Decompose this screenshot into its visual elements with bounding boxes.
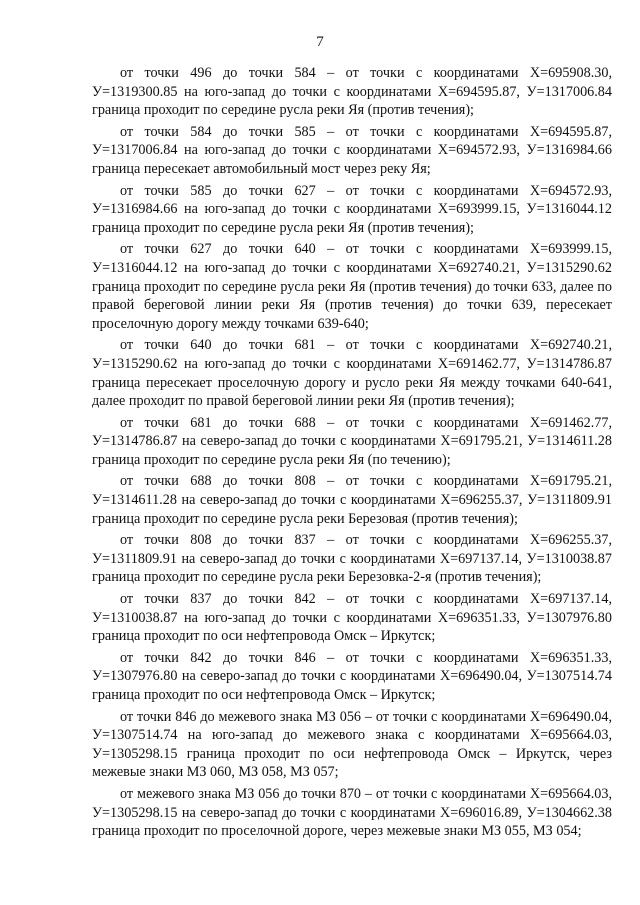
boundary-paragraph: от точки 842 до точки 846 – от точки с координатами X=696351.33, У=1307976.80 на северо-запад до точки с координатами X=696490.04, У=1307514.74 граница проходит по оси нефтепровода Омск – Иркутск; [92, 649, 612, 703]
boundary-paragraph: от точки 584 до точки 585 – от точки с координатами X=694595.87, У=1317006.84 на юго-запад до точки с координатами X=694572.93, У=1316984.66 граница пересекает автомобильный мост через реку Яя; [92, 123, 612, 177]
boundary-paragraph: от точки 688 до точки 808 – от точки с координатами X=691795.21, У=1314611.28 на северо-запад до точки с координатами X=696255.37, У=1311809.91 граница проходит по середине русла реки Березовая (против течения); [92, 473, 612, 527]
boundary-paragraph: от точки 837 до точки 842 – от точки с координатами X=697137.14, У=1310038.87 на юго-запад до точки с координатами X=696351.33, У=1307976.80 граница проходит по оси нефтепровода Омск – Иркутск; [92, 591, 612, 645]
boundary-paragraph: от точки 846 до межевого знака МЗ 056 – от точки с координатами X=696490.04, У=1307514.74 на юго-запад до межевого знака с координатами X=695664.03, У=1305298.15 граница проходит по оси нефтепровода Омск – Иркутск, через межевые знаки МЗ 060, МЗ 058, МЗ 057; [92, 708, 612, 781]
boundary-paragraph: от точки 496 до точки 584 – от точки с координатами X=695908.30, У=1319300.85 на юго-запад до точки с координатами X=694595.87, У=1317006.84 граница проходит по середине русла реки Яя (против течения); [92, 65, 612, 119]
boundary-paragraph: от точки 681 до точки 688 – от точки с координатами X=691462.77, У=1314786.87 на северо-запад до точки с координатами X=691795.21, У=1314611.28 граница проходит по середине русла реки Яя (по течению); [92, 414, 612, 468]
boundary-paragraph: от межевого знака МЗ 056 до точки 870 – от точки с координатами X=695664.03, У=1305298.15 на северо-запад до точки с координатами X=696016.89, У=1304662.38 граница проходит по проселочной дороге, через межевые знаки МЗ 055, МЗ 054; [92, 785, 612, 840]
boundary-paragraph: от точки 585 до точки 627 – от точки с координатами X=694572.93, У=1316984.66 на юго-запад до точки с координатами X=693999.15, У=1316044.12 граница проходит по середине русла реки Яя (против течения); [92, 182, 612, 236]
document-body [92, 64, 612, 844]
boundary-paragraph: от точки 627 до точки 640 – от точки с координатами X=693999.15, У=1316044.12 на юго-запад до точки с координатами X=692740.21, У=1315290.62 граница проходит по середине русла реки Яя (против течения) до точки 633, далее по правой береговой линии реки Яя (против течения) до точки 639, пересекает проселочную дорогу между точками 639-640; [92, 241, 612, 332]
boundary-paragraph: от точки 808 до точки 837 – от точки с координатами X=696255.37, У=1311809.91 на северо-запад до точки с координатами X=697137.14, У=1310038.87 граница проходит по середине русла реки Березовка-2-я (против течения); [92, 532, 612, 586]
boundary-paragraph: от точки 640 до точки 681 – от точки с координатами X=692740.21, У=1315290.62 на юго-запад до точки с координатами X=691462.77, У=1314786.87 граница пересекает проселочную дорогу и русло реки Яя между точками 640-641, далее проходит по правой береговой линии реки Яя (против течения); [92, 337, 612, 410]
page-number: 7 [316, 34, 324, 50]
